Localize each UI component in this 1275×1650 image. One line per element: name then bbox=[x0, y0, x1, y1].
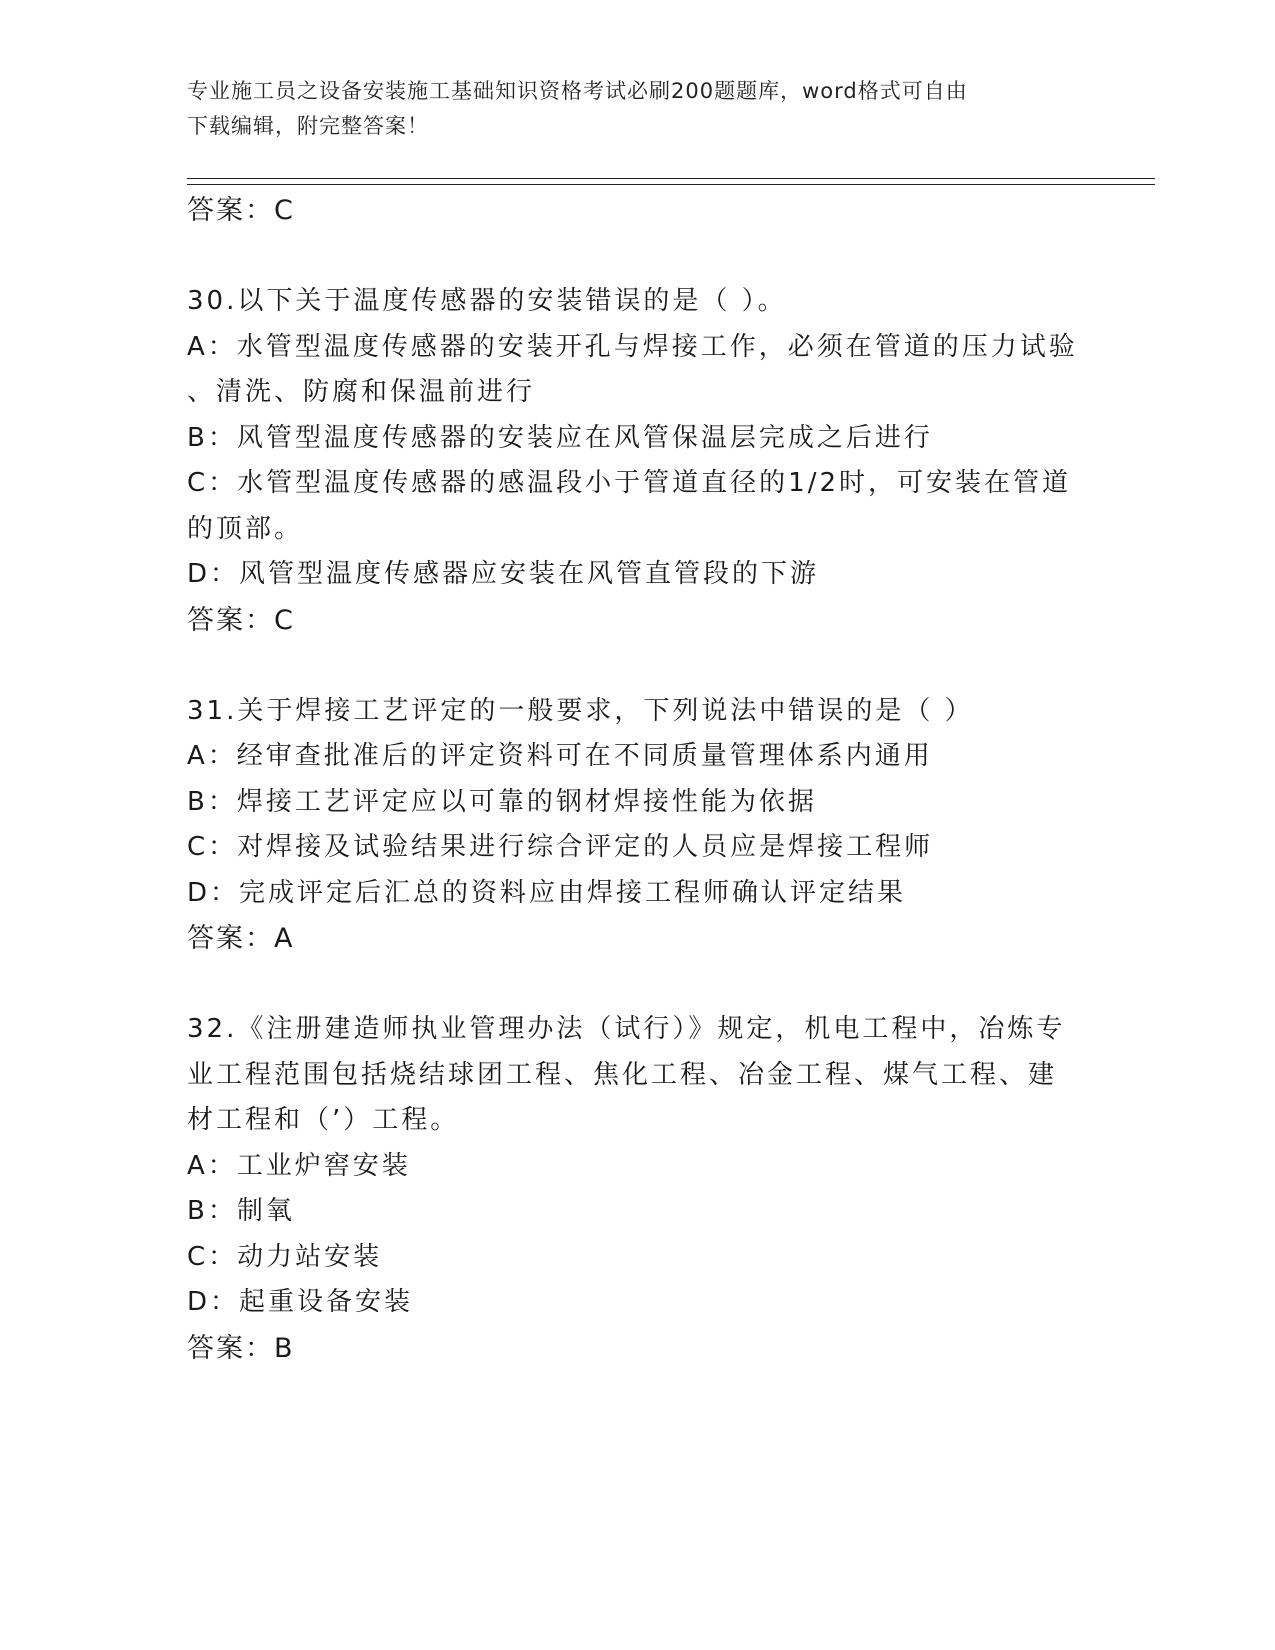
option-c: C：动力站安装 bbox=[187, 1241, 383, 1272]
option-b: B：风管型温度传感器的安装应在风管保温层完成之后进行 bbox=[187, 422, 933, 453]
question-block bbox=[187, 279, 1087, 643]
question-answer bbox=[187, 1326, 1087, 1372]
spacer bbox=[187, 643, 1087, 689]
question-block bbox=[187, 1007, 1087, 1371]
question-content bbox=[187, 188, 1087, 1371]
option-a: A：经审查批准后的评定资料可在不同质量管理体系内通用 bbox=[187, 741, 933, 771]
answer-label: 答案： bbox=[187, 1332, 274, 1364]
question-answer bbox=[187, 598, 1087, 644]
header-divider-top bbox=[187, 178, 1155, 179]
answer-label: 答案： bbox=[187, 604, 274, 636]
header-title-line-2: 下载编辑，附完整答案！ bbox=[187, 114, 429, 138]
question-stem-continued: 材工程和（’）工程。 bbox=[187, 1105, 460, 1135]
answer-label: 答案： bbox=[187, 195, 274, 226]
option-d: D：风管型温度传感器应安装在风管直管段的下游 bbox=[187, 559, 820, 589]
option-c: C：对焊接及试验结果进行综合评定的人员应是焊接工程师 bbox=[187, 832, 934, 862]
header-title-line-1: 专业施工员之设备安装施工基础知识资格考试必刷200题题库，word格式可自由 bbox=[187, 79, 968, 103]
option-a-continued: 、清洗、防腐和保温前进行 bbox=[187, 377, 536, 407]
answer-value: B bbox=[274, 1332, 295, 1364]
answer-value: C bbox=[274, 195, 295, 226]
answer-value: A bbox=[274, 923, 295, 954]
spacer bbox=[187, 234, 1087, 280]
option-b: B：制氧 bbox=[187, 1196, 295, 1226]
option-c: C：水管型温度传感器的感温段小于管道直径的1/2时，可安装在管道 bbox=[187, 468, 1071, 498]
option-d: D：完成评定后汇总的资料应由焊接工程师确认评定结果 bbox=[187, 877, 907, 908]
question-answer bbox=[187, 916, 1087, 962]
previous-answer bbox=[187, 188, 1087, 234]
question-stem: 30.以下关于温度传感器的安装错误的是（ ）。 bbox=[187, 286, 787, 316]
document-header bbox=[187, 74, 1087, 144]
option-d: D：起重设备安装 bbox=[187, 1287, 414, 1317]
spacer bbox=[187, 962, 1087, 1008]
header-divider-bottom bbox=[187, 184, 1155, 185]
question-stem: 31.关于焊接工艺评定的一般要求，下列说法中错误的是（ ） bbox=[187, 695, 974, 726]
option-a: A：水管型温度传感器的安装开孔与焊接工作，必须在管道的压力试验 bbox=[187, 331, 1078, 362]
option-b: B：焊接工艺评定应以可靠的钢材焊接性能为依据 bbox=[187, 786, 817, 817]
question-stem-continued: 业工程范围包括烧结球团工程、焦化工程、冶金工程、煤气工程、建 bbox=[187, 1059, 1058, 1090]
answer-label: 答案： bbox=[187, 923, 274, 954]
question-stem: 32.《注册建造师执业管理办法（试行）》规定，机电工程中，冶炼专 bbox=[187, 1014, 1066, 1044]
question-block bbox=[187, 689, 1087, 962]
answer-value: C bbox=[274, 604, 295, 636]
option-a: A：工业炉窖安装 bbox=[187, 1150, 411, 1181]
option-c-continued: 的顶部。 bbox=[187, 513, 304, 544]
